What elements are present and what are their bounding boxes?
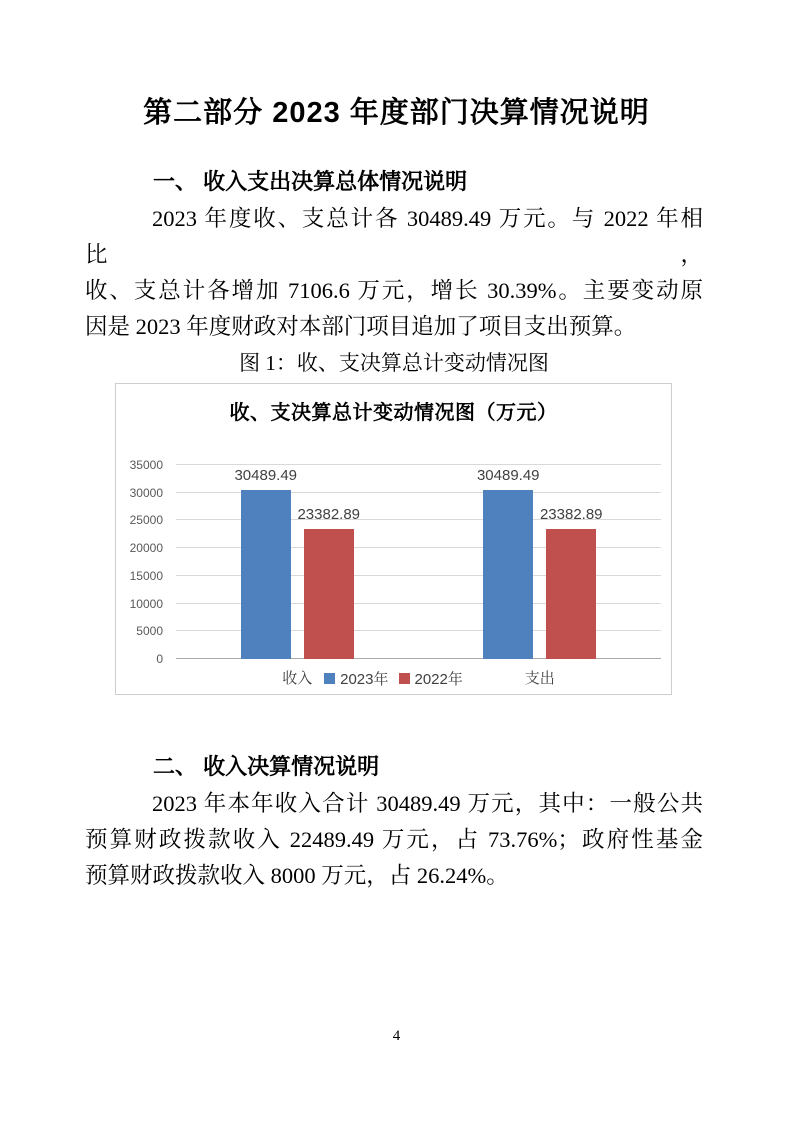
section2-paragraph [85,786,703,894]
figure1-chart [115,383,672,695]
section1-heading: 一、 收入支出决算总体情况说明 [153,169,468,194]
chart-bar-2023年-收入 [241,490,291,659]
y-axis-tick-label: 10000 [129,596,163,611]
page-number: 4 [392,1028,401,1044]
category-label: 收入 [282,670,313,687]
chart-bar-2022年-收入 [304,529,354,659]
chart-bar-2022年-支出 [546,529,596,659]
figure1-caption: 图 1：收、支决算总计变动情况图 [239,351,549,375]
chart-bar-2023年-支出 [483,490,533,659]
paragraph-line: 2023 年本年收入合计 30489.49 万元，其中：一般公共 [152,791,703,816]
plot-area [129,458,661,666]
y-axis-tick-label: 0 [156,652,163,666]
paragraph-line: 预算财政拨款收入 8000 万元，占 26.24%。 [85,863,509,888]
legend-item-2022年: 2022年 [399,668,463,689]
bar-value-label: 30489.49 [234,467,298,485]
bar-value-label: 23382.89 [297,506,361,524]
legend-item-2023年: 2023年 [324,668,388,689]
legend-swatch [324,673,335,684]
y-axis-tick-label: 15000 [129,568,163,583]
paragraph-line: 因是 2023 年度财政对本部门项目追加了项目支出预算。 [85,314,637,339]
bar-value-label: 30489.49 [476,467,540,485]
y-axis-tick-label: 20000 [129,541,163,556]
document-title: 第二部分 2023 年度部门决算情况说明 [143,97,650,129]
paragraph-line: 收、支总计各增加 7106.6 万元，增长 30.39%。主要变动原 [85,278,703,303]
bar-value-label: 23382.89 [539,506,603,524]
paragraph-line: 预算财政拨款收入 22489.49 万元，占 73.76%；政府性基金 [85,827,703,852]
y-axis-tick-label: 35000 [129,458,163,472]
section2-heading: 二、 收入决算情况说明 [153,754,380,779]
gridline [176,464,661,465]
chart-legend [116,668,671,689]
section1-paragraph [85,201,703,345]
paragraph-line: 2023 年度收、支总计各 30489.49 万元。与 2022 年相比， [85,206,703,267]
y-axis-tick-label: 25000 [129,513,163,528]
legend-swatch [399,673,410,684]
y-axis-tick-label: 30000 [129,485,163,500]
category-label: 支出 [524,670,555,687]
y-axis-tick-label: 5000 [136,624,163,639]
chart-title: 收、支决算总计变动情况图（万元） [229,402,558,424]
